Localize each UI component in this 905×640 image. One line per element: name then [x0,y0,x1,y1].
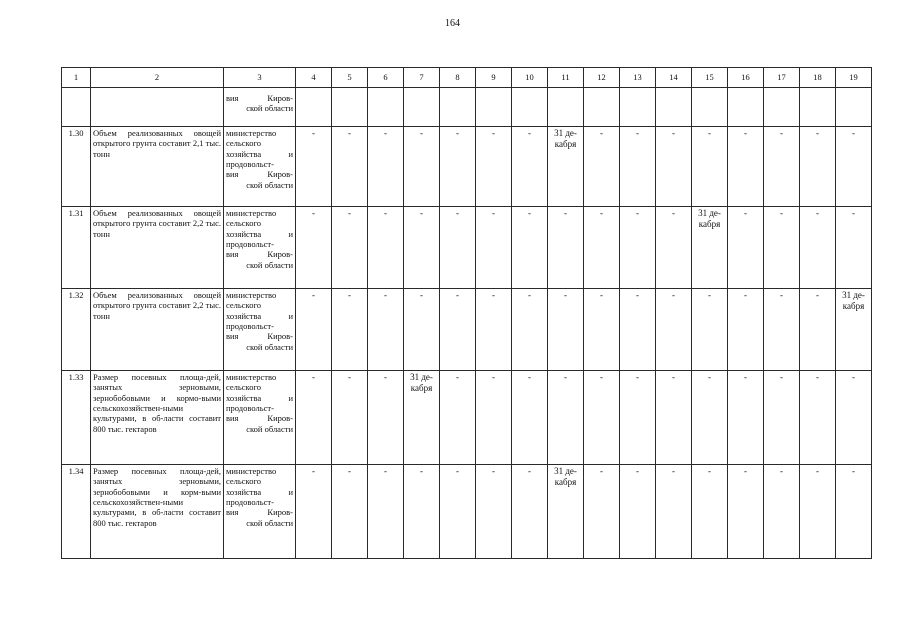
dash-cell: - [620,289,656,371]
dash-cell: - [476,207,512,289]
empty-cell [800,88,836,127]
executor-line: ской области [246,341,293,352]
column-number-cell: 1 [62,68,91,88]
executor-cell [224,207,296,289]
column-number-row [62,68,872,88]
executor-line: продовольст- [226,321,274,332]
continuation-executor-line: вия Киров- [226,93,293,103]
dash-cell: - [332,207,368,289]
dash-cell: - [584,207,620,289]
dash-cell: - [692,127,728,207]
column-number-cell: 11 [548,68,584,88]
dash-cell: - [620,371,656,465]
dash-cell: - [512,465,548,559]
indicator-description-cell: Объем реализованных овощей открытого грунта составит 2,1 тыс. тонн [91,127,224,207]
dash-cell: - [476,465,512,559]
column-number-cell: 17 [764,68,800,88]
dash-cell: - [764,465,800,559]
dash-cell: - [404,465,440,559]
dash-cell: - [800,289,836,371]
continuation-executor-cell [224,88,296,127]
table-row [62,207,872,289]
executor-line: хозяйства и [226,148,293,159]
column-number-cell: 10 [512,68,548,88]
executor-line: хозяйства и [226,486,293,497]
dash-cell: - [332,465,368,559]
dash-cell: - [368,371,404,465]
executor-line: хозяйства и [226,228,293,239]
empty-cell [584,88,620,127]
dash-cell: - [728,207,764,289]
column-number-cell: 9 [476,68,512,88]
executor-line: вия Киров- [226,169,293,180]
executor-line: ской области [246,423,293,434]
dash-cell: - [368,127,404,207]
dash-cell: - [620,465,656,559]
continuation-row [62,88,872,127]
dash-cell: - [548,371,584,465]
dash-cell: - [800,127,836,207]
empty-cell [296,88,332,127]
executor-line: сельского [226,382,262,393]
executor-line: министерство [226,290,277,300]
deadline-cell: 31 де-кабря [692,207,728,289]
dash-cell: - [332,289,368,371]
column-number-cell: 2 [91,68,224,88]
continuation-num-cell [62,88,91,127]
executor-line: сельского [226,138,262,149]
empty-cell [404,88,440,127]
dash-cell: - [440,207,476,289]
dash-cell: - [800,207,836,289]
dash-cell: - [404,207,440,289]
executor-cell [224,289,296,371]
column-number-cell: 4 [296,68,332,88]
dash-cell: - [296,465,332,559]
dash-cell: - [440,371,476,465]
table-row [62,371,872,465]
indicator-description-cell: Размер посевных площа-дей, занятых зерновыми, зернобобовыми и кормо-выми сельскохозяйствен-ными культурами, в об-ласти составит 800 тыс. гектаров [91,371,224,465]
empty-cell [620,88,656,127]
dash-cell: - [836,127,872,207]
dash-cell: - [296,371,332,465]
dash-cell: - [404,289,440,371]
empty-cell [440,88,476,127]
row-number-cell: 1.33 [62,371,91,465]
indicator-description-cell: Объем реализованных овощей открытого грунта составит 2,2 тыс. тонн [91,289,224,371]
indicator-description-cell: Размер посевных площа-дей, занятых зерновыми, зернобобовыми и корм-выми сельскохозяйствен-ными культурами, в об-ласти составит 800 тыс. гектаров [91,465,224,559]
table-row [62,465,872,559]
dash-cell: - [656,371,692,465]
executor-line: министерство [226,128,277,138]
executor-line: сельского [226,218,262,229]
dash-cell: - [728,127,764,207]
executor-cell [224,371,296,465]
dash-cell: - [800,465,836,559]
executor-line: вия Киров- [226,413,293,424]
executor-line: министерство [226,372,277,382]
executor-line: министерство [226,208,277,218]
dash-cell: - [728,465,764,559]
dash-cell: - [764,207,800,289]
dash-cell: - [368,465,404,559]
column-number-cell: 18 [800,68,836,88]
column-number-cell: 14 [656,68,692,88]
dash-cell: - [512,207,548,289]
executor-line: ской области [246,517,293,528]
row-number-cell: 1.34 [62,465,91,559]
dash-cell: - [764,127,800,207]
dash-cell: - [440,289,476,371]
row-number-cell: 1.30 [62,127,91,207]
dash-cell: - [548,207,584,289]
dash-cell: - [476,371,512,465]
executor-cell [224,465,296,559]
column-number-cell: 19 [836,68,872,88]
dash-cell: - [332,127,368,207]
empty-cell [368,88,404,127]
continuation-executor-line: ской области [246,103,293,114]
dash-cell: - [584,465,620,559]
dash-cell: - [476,127,512,207]
indicator-description-cell: Объем реализованных овощей открытого грунта составит 2,2 тыс. тонн [91,207,224,289]
deadline-cell: 31 де-кабря [548,465,584,559]
empty-cell [836,88,872,127]
column-number-cell: 3 [224,68,296,88]
executor-line: продовольст- [226,497,274,508]
dash-cell: - [296,289,332,371]
page-number: 164 [445,18,460,29]
dash-cell: - [620,127,656,207]
dash-cell: - [692,289,728,371]
column-number-cell: 8 [440,68,476,88]
empty-cell [332,88,368,127]
dash-cell: - [332,371,368,465]
executor-line: ской области [246,259,293,270]
dash-cell: - [728,371,764,465]
column-number-cell: 12 [584,68,620,88]
empty-cell [512,88,548,127]
schedule-table [61,67,872,559]
dash-cell: - [368,207,404,289]
executor-line: вия Киров- [226,249,293,260]
dash-cell: - [656,207,692,289]
column-number-cell: 13 [620,68,656,88]
dash-cell: - [584,371,620,465]
executor-line: министерство [226,466,277,476]
table-row [62,289,872,371]
dash-cell: - [548,289,584,371]
column-number-cell: 5 [332,68,368,88]
dash-cell: - [620,207,656,289]
dash-cell: - [512,127,548,207]
dash-cell: - [296,127,332,207]
dash-cell: - [512,371,548,465]
dash-cell: - [656,465,692,559]
dash-cell: - [692,371,728,465]
executor-cell [224,127,296,207]
dash-cell: - [656,289,692,371]
executor-line: продовольст- [226,159,274,170]
dash-cell: - [800,371,836,465]
row-number-cell: 1.32 [62,289,91,371]
empty-cell [728,88,764,127]
executor-line: ской области [246,179,293,190]
dash-cell: - [440,127,476,207]
executor-line: продовольст- [226,403,274,414]
executor-line: вия Киров- [226,331,293,342]
executor-line: продовольст- [226,239,274,250]
table-row [62,127,872,207]
deadline-cell: 31 де-кабря [404,371,440,465]
dash-cell: - [836,207,872,289]
column-number-cell: 6 [368,68,404,88]
continuation-desc-cell [91,88,224,127]
dash-cell: - [836,371,872,465]
empty-cell [548,88,584,127]
executor-line: хозяйства и [226,392,293,403]
deadline-cell: 31 де-кабря [836,289,872,371]
column-number-cell: 15 [692,68,728,88]
dash-cell: - [296,207,332,289]
column-number-cell: 7 [404,68,440,88]
dash-cell: - [584,289,620,371]
empty-cell [692,88,728,127]
empty-cell [764,88,800,127]
dash-cell: - [764,289,800,371]
dash-cell: - [656,127,692,207]
executor-line: вия Киров- [226,507,293,518]
executor-line: сельского [226,476,262,487]
deadline-cell: 31 де-кабря [548,127,584,207]
empty-cell [476,88,512,127]
empty-cell [656,88,692,127]
executor-line: хозяйства и [226,310,293,321]
dash-cell: - [512,289,548,371]
column-number-cell: 16 [728,68,764,88]
dash-cell: - [404,127,440,207]
dash-cell: - [584,127,620,207]
executor-line: сельского [226,300,262,311]
dash-cell: - [692,465,728,559]
dash-cell: - [764,371,800,465]
row-number-cell: 1.31 [62,207,91,289]
dash-cell: - [368,289,404,371]
dash-cell: - [728,289,764,371]
dash-cell: - [440,465,476,559]
dash-cell: - [836,465,872,559]
dash-cell: - [476,289,512,371]
